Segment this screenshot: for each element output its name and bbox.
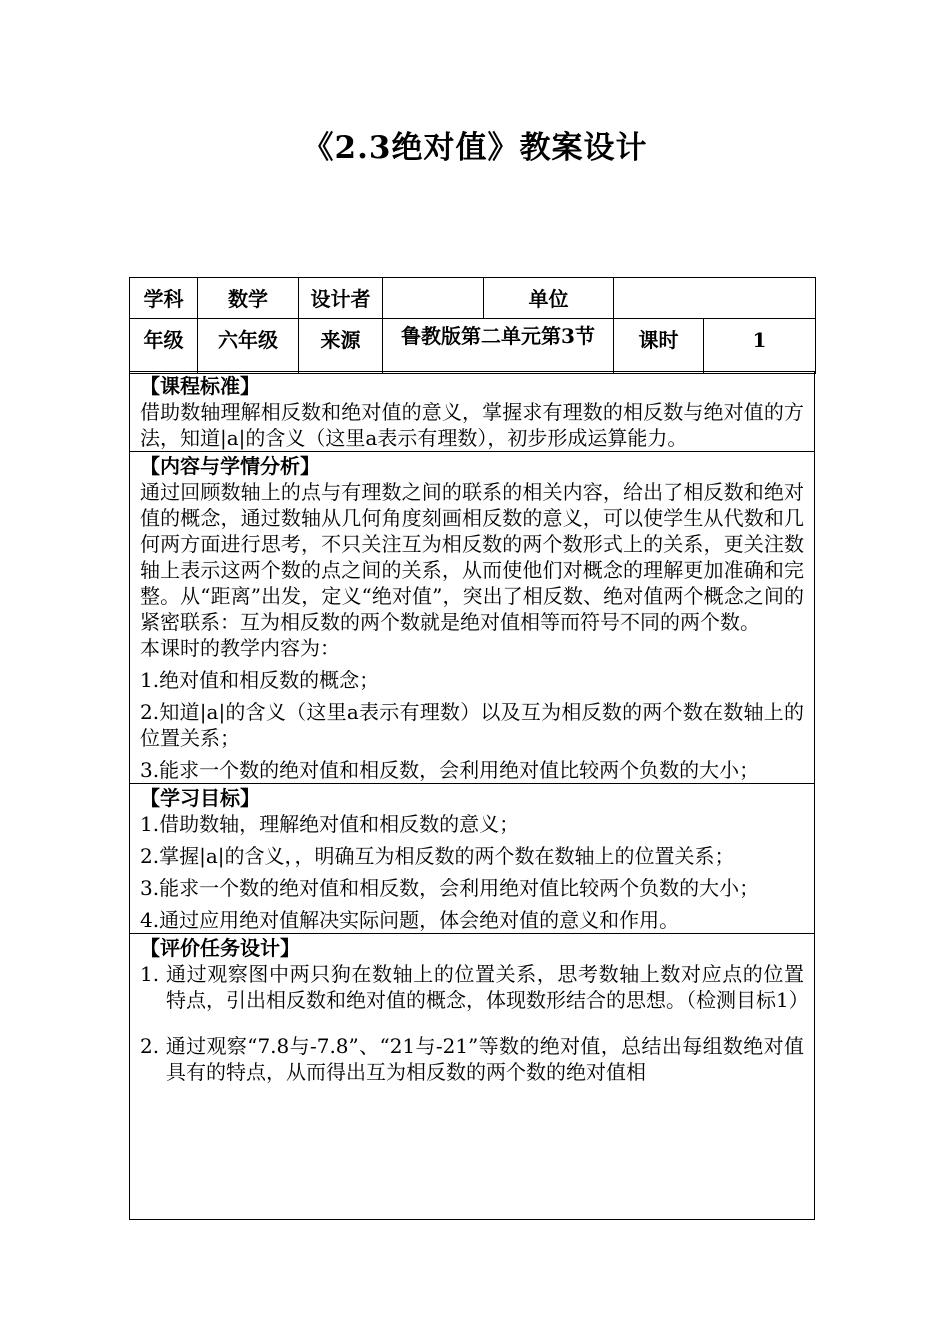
grade-label: 年级	[130, 319, 198, 374]
lesson-body	[129, 371, 815, 1220]
info-table	[129, 277, 816, 374]
period-label: 课时	[614, 319, 704, 374]
unit-label: 单位	[484, 278, 614, 319]
source-value: 鲁教版第二单元第3节	[383, 319, 614, 374]
designer-label: 设计者	[299, 278, 383, 319]
list-item: 2. 通过观察“7.8与-7.8”、“21与-21”等数的绝对值，总结出每组数绝对值具有的特点，从而得出互为相反数的两个数的绝对值相	[140, 1034, 804, 1084]
unit-value	[614, 278, 816, 319]
section-goals	[130, 783, 814, 933]
section-intro: 本课时的教学内容为：	[140, 636, 340, 660]
section-text: 通过回顾数轴上的点与有理数之间的联系的相关内容，给出了相反数和绝对值的概念，通过数轴从几何角度刻画相反数的意义，可以使学生从代数和几何两方面进行思考，不只关注互为相反数的两个数形式上的关系，更关注数轴上表示这两个数的点之间的关系，从而使他们对概念的理解更加准确和完整。从“距离”出发，定义“绝对值”，突出了相反数、绝对值两个概念之间的紧密联系：互为相反数的两个数就是绝对值相等而符号不同的两个数。	[140, 480, 804, 634]
table-row	[130, 319, 816, 374]
section-heading: 【课程标准】	[140, 374, 260, 398]
section-text: 借助数轴理解相反数和绝对值的意义，掌握求有理数的相反数与绝对值的方法，知道|a|的含义（这里a表示有理数），初步形成运算能力。	[140, 400, 804, 450]
designer-value	[383, 278, 484, 319]
period-value: 1	[704, 319, 816, 374]
subject-label: 学科	[130, 278, 198, 319]
list-item: 2.掌握|a|的含义，，明确互为相反数的两个数在数轴上的位置关系；	[140, 844, 735, 868]
subject-value: 数学	[198, 278, 299, 319]
section-tasks	[130, 933, 814, 1085]
list-item: 3.能求一个数的绝对值和相反数，会利用绝对值比较两个负数的大小；	[140, 876, 760, 900]
list-item: 2.知道|a|的含义（这里a表示有理数）以及互为相反数的两个数在数轴上的位置关系；	[140, 700, 804, 750]
grade-value: 六年级	[198, 319, 299, 374]
section-analysis	[130, 451, 814, 783]
page-title: 《2.3绝对值》教案设计	[302, 130, 648, 166]
list-item: 4.通过应用绝对值解决实际问题，体会绝对值的意义和作用。	[140, 908, 680, 932]
list-item: 1.借助数轴，理解绝对值和相反数的意义；	[140, 812, 520, 836]
section-heading: 【评价任务设计】	[140, 936, 300, 960]
list-item: 1.绝对值和相反数的概念；	[140, 668, 380, 692]
section-heading: 【内容与学情分析】	[140, 454, 320, 478]
list-item: 1. 通过观察图中两只狗在数轴上的位置关系，思考数轴上数对应点的位置特点，引出相反数和绝对值的概念，体现数形结合的思想。（检测目标1）	[140, 962, 809, 1012]
section-heading: 【学习目标】	[140, 786, 260, 810]
list-item: 3.能求一个数的绝对值和相反数，会利用绝对值比较两个负数的大小；	[140, 758, 760, 782]
section-standard	[130, 371, 814, 451]
source-label: 来源	[299, 319, 383, 374]
table-row	[130, 278, 816, 319]
